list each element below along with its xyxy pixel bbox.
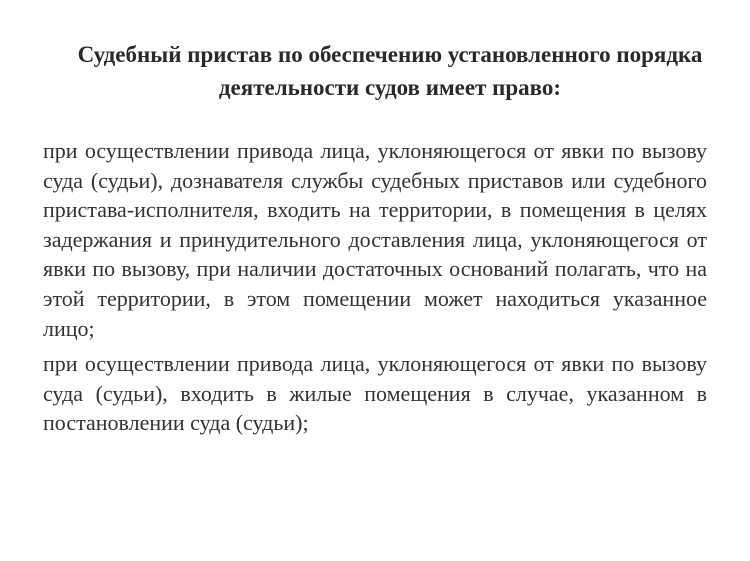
paragraph-1: при осуществлении привода лица, уклоняющегося от явки по вызову суда (судьи), дознавателя службы судебных приставов или судебного пристава-исполнителя, входить на территории, в помещения в целях задержания и принудительного доставления лица, уклоняющегося от явки по вызову, при наличии достаточных оснований полагать, что на этой территории, в этом помещении может находиться указанное лицо; xyxy=(43,138,707,341)
paragraph-2: при осуществлении привода лица, уклоняющегося от явки по вызову суда (судьи), входить в жилые помещения в случае, указанном в постановлении суда (судьи); xyxy=(43,351,707,436)
slide-body xyxy=(43,136,707,438)
slide-title: Судебный пристав по обеспечению установленного порядка деятельности судов имеет право: xyxy=(77,42,703,100)
